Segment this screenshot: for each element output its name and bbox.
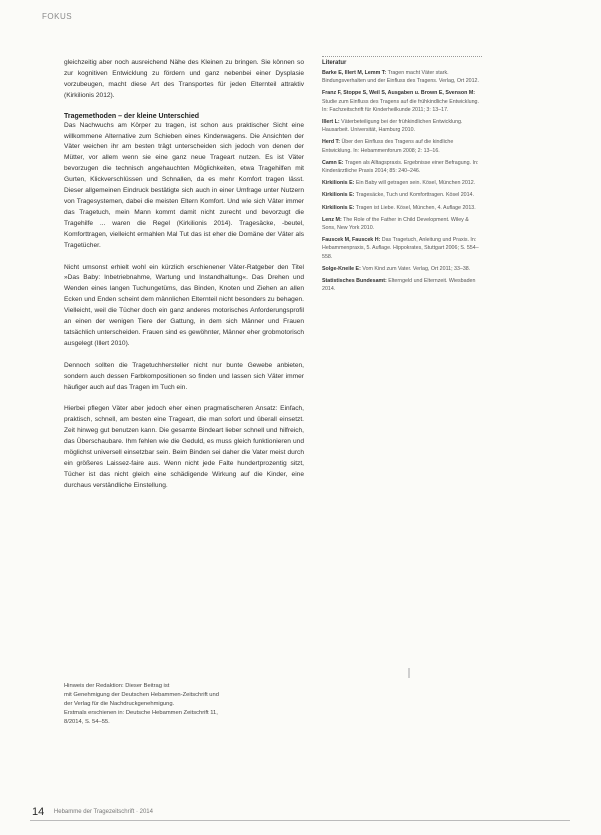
reference-text: Elterngeld und Elternzeit. Wiesbaden 2014. bbox=[322, 278, 476, 293]
reference-author: Solge-Kneile E: bbox=[322, 265, 361, 272]
reference-author: Lenz M: bbox=[322, 216, 342, 223]
reference-entry bbox=[322, 277, 482, 293]
reference-entry bbox=[322, 138, 482, 154]
reference-entry bbox=[322, 236, 482, 261]
reference-entry bbox=[322, 69, 482, 85]
note-line: Erstmals erschienen in: Deutsche Hebammen Zeitschrift 11, bbox=[64, 710, 218, 716]
reference-text: Studie zum Einfluss des Tragens auf die frühkindliche Entwicklung. In: Fachzeitschrift für Kinderheilkunde 2011; 3: 13–17. bbox=[322, 98, 479, 113]
page-header-label: FOKUS bbox=[42, 12, 73, 21]
reference-entry bbox=[322, 159, 482, 175]
reference-author: Barke E, Illert M, Lemm T: bbox=[322, 70, 387, 76]
note-line: 8/2014, S. 54–55. bbox=[64, 719, 110, 725]
note-line: Hinweis der Redaktion: Dieser Beitrag ist bbox=[64, 683, 170, 689]
references-title: Literatur bbox=[322, 60, 347, 66]
reference-text: Über den Einfluss des Tragens auf die kindliche Entwicklung. In: Hebammenforum 2008; 2: 13–16. bbox=[322, 139, 454, 154]
reference-author: Franz F, Stoppe S, Weil S, Ausgaben u. Brown E, Svenson M: bbox=[322, 90, 476, 97]
reference-author: Fauscek M, Fauscek H: bbox=[322, 237, 381, 244]
reference-author: Herd T: bbox=[322, 139, 340, 146]
reference-text: Väterbeteiligung bei der frühkindlichen Entwicklung. Hausarbeit. Universität, Hamburg 2010. bbox=[322, 119, 463, 134]
reference-entry bbox=[322, 89, 482, 114]
note-line: der Verlag für die Nachdruckgenehmigung. bbox=[64, 701, 175, 707]
reference-text: Das Tragetuch, Anleitung und Praxis. In: Hebammenpraxis, 5. Auflage. Hippokrates, Stuttgart 2006; S. 554–558. bbox=[322, 237, 479, 260]
reference-entry bbox=[322, 118, 482, 134]
reference-entry bbox=[322, 191, 482, 199]
reference-text: Tragen als Alltagspraxis. Ergebnisse einer Befragung. In: Kinderärztliche Praxis 2014; 85: 240–246. bbox=[322, 159, 479, 175]
references-list bbox=[322, 69, 482, 293]
reference-text: Tragen ist Liebe. Kösel, München, 4. Auflage 2013. bbox=[355, 204, 476, 211]
reference-text: The Role of the Father in Child Development. Wiley & Sons, New York 2010. bbox=[322, 216, 469, 232]
reference-entry bbox=[322, 204, 482, 212]
paragraph-4: Dennoch sollten die Tragetuchhersteller nicht nur bunte Gewebe anbieten, sondern auch dessen Farbkompositionen so finden und lassen sich Väter immer häufiger auch auf das Tragen im Tuch ein. bbox=[64, 361, 304, 391]
page-footer bbox=[32, 806, 572, 818]
reference-text: Ein Baby will getragen sein. Kösel, München 2012. bbox=[355, 180, 476, 187]
reference-entry bbox=[322, 265, 482, 273]
scan-mark bbox=[408, 668, 410, 678]
paragraph-5: Hierbei pflegen Väter aber jedoch eher einen pragmatischeren Ansatz: Einfach, praktisch, schnell, am besten eine Trageart, die man sofort und überall einsetzt. Zeit hinweg gut benutzen kann. Die gesamte Bindeart lieber schnell und hilfreich, das Überschaubare. Ihm fehlen wie die Geduld, es muss gleich funktionieren und möglichst universell einsetzbar sein. Beim Binden sei daher die Vater meist durch ein größeres Laissez-faire aus. Wenn nicht jede Falte hundertprozentig sitzt, Tücher ist das nicht gleich eine schädigende Wirkung auf die Kinder, eine durchaus verständliche Einstellung. bbox=[64, 405, 304, 489]
reference-author: Illert L: bbox=[322, 119, 340, 126]
paragraph-3: Nicht umsonst erhielt wohl ein kürzlich erschienener Väter-Ratgeber den Titel »Das Baby: Inbetriebnahme, Wartung und Instandhaltung«. Das Drehen und Wenden eines langen Tuchungetüms, das Binden, Knoten und Ziehen an allen Ecken und Enden scheint dem männlichen Elternteil nicht besonders zu behagen. Vielleicht, weil die Tücher doch ein ganz anderes motorisches Anforderungsprofil an einen der wenigen Tiere der Gattung, in dem sich Männer und Frauen tatsächlich unterscheiden. Frauen sind es gewöhnter, Männer eher grobmotorisch ausgelegt (Illert 2010). bbox=[64, 263, 304, 347]
reference-text: Tragesäcke, Tuch und Komforttragen. Kösel 2014. bbox=[355, 192, 474, 199]
reference-entry bbox=[322, 179, 482, 187]
reference-text: Vom Kind zum Vater. Verlag, Ort 2011; 33–38. bbox=[362, 265, 471, 272]
reference-author: Statistisches Bundesamt: bbox=[322, 278, 387, 285]
reference-text: Tragen macht Väter stark. Bindungsverhalten und der Einfluss des Tragens. Verlag, Ort 2012. bbox=[322, 70, 479, 85]
reference-author: Camn E: bbox=[322, 159, 344, 166]
editorial-note bbox=[64, 682, 304, 727]
footer-rule bbox=[30, 820, 570, 821]
paragraph-2: Das Nachwuchs am Körper zu tragen, ist schon aus praktischer Sicht eine willkommene Alternative zum Schieben eines Kinderwagens. Die Ansichten der Väter weichen ihr am besten trägt unterscheiden sich jedoch von denen der Mütter, vor allem wenn sie eine ganz neue Trageart nutzen. Es ist Väter bevorzugen die technisch angehauchten Möglichkeiten, etwa Tragehilfen mit Gurten, Klickverschlüssen und Schnallen, da es mehr Komfort tragen lässt. Dieser allgemeinen Eindruck bestätigte sich auch in einer Umfrage unter Nutzern von Tragesystemen, dabei die meisten Eltern Komfort. Und wie sich Väter immer das Tragetuch, mein Mann kommt damit nicht zurecht und bevorzugt die Tragehilfe ... waren die Regel (Kirkilionis 2014). Tragesäcke, -beutel, Komforttragen, vielleicht ermahlen Mal Tut das ist eher die Domäne der Väter als Tragetücher. bbox=[64, 121, 304, 249]
references-sidebar bbox=[322, 56, 482, 297]
section-heading: Tragemethoden – der kleine Unterschied bbox=[64, 112, 199, 120]
journal-title: Hebamme der Tragezeitschrift · 2014 bbox=[53, 809, 153, 815]
paragraph-1: gleichzeitig aber noch ausreichend Nähe des Kleinen zu bringen. Sie können so zur kognitiven Entwicklung zu fördern und ganz nebenbei einer Dysplasie vorzubeugen, macht diese Art des Transportes für jeden Elternteil attraktiv (Kirkilionis 2012). bbox=[64, 59, 304, 99]
reference-author: Kirkilionis E: bbox=[322, 204, 355, 211]
note-line: mit Genehmigung der Deutschen Hebammen-Zeitschrift und bbox=[64, 692, 219, 698]
reference-author: Kirkilionis E: bbox=[322, 180, 355, 187]
reference-author: Kirkilionis E: bbox=[322, 192, 355, 199]
page-number: 14 bbox=[32, 806, 45, 818]
reference-entry bbox=[322, 216, 482, 232]
main-column bbox=[64, 58, 304, 503]
